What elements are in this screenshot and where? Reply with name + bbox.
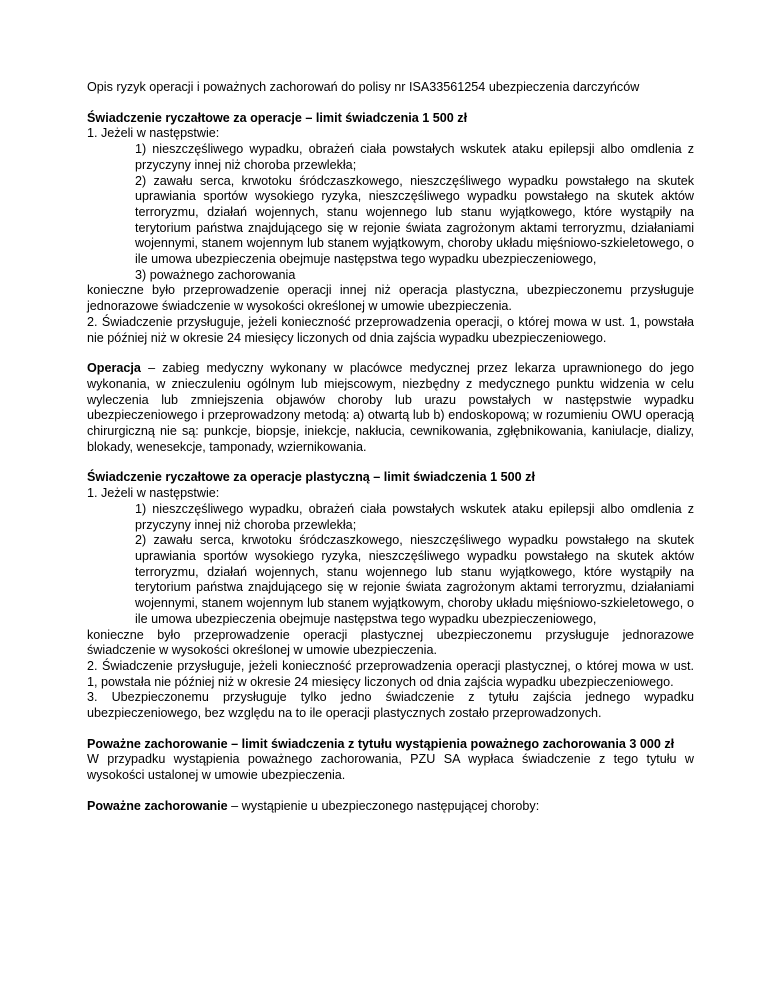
section-heading-text: Poważne zachorowanie – limit świadczenia z tytułu wystąpienia poważnego zachorowania 3 000 zł [87,736,675,751]
list-item: 2) zawału serca, krwotoku śródczaszkowego, nieszczęśliwego wypadku powstałego na skutek uprawiania sportów wysokiego ryzyka, nieszczęśliwego wypadku powstałego na skutek aktów terroryzmu, działań wojennych, stanu wojennego lub stanu wyjątkowego, które wystąpiły na terytorium państwa znajdującego się w rejonie świata zagrożonym aktami terroryzmu, działaniami wojennymi, stanem wojennym lub stanem wyjątkowym, choroby układu mięśniowo-szkieletowego, o ile umowa ubezpieczenia obejmuje następstwa tego wypadku ubezpieczeniowego, [135,173,694,267]
document-title: Opis ryzyk operacji i poważnych zachorowań do polisy nr ISA33561254 ubezpieczenia darczyńców [87,80,640,94]
section-heading-operation-benefit [87,111,694,127]
definition-operation [87,361,694,455]
section-heading-text: Świadczenie ryczałtowe za operacje plastyczną – limit świadczenia 1 500 zł [87,470,535,485]
paragraph: 2. Świadczenie przysługuje, jeżeli konieczność przeprowadzenia operacji plastycznej, o której mowa w ust. 1, powstała nie później niż w okresie 24 miesięcy liczonych od dnia zajścia wypadku ubezpieczeniowego. [87,658,694,689]
list-item: 2) zawału serca, krwotoku śródczaszkowego, nieszczęśliwego wypadku powstałego na skutek uprawiania sportów wysokiego ryzyka, nieszczęśliwego wypadku powstałego na skutek aktów terroryzmu, działań wojennych, stanu wojennego lub stanu wyjątkowego, które wystąpiły na terytorium państwa znajdującego się w rejonie świata zagrożonym aktami terroryzmu, działaniami wojennymi, stanem wojennym lub stanem wyjątkowym, choroby układu mięśniowo-szkieletowego, o ile umowa ubezpieczenia obejmuje następstwa tego wypadku ubezpieczeniowego, [135,533,694,626]
definition-text: – wystąpienie u ubezpieczonego następującej choroby: [227,798,540,813]
definition-text: – zabieg medyczny wykonany w placówce medycznej przez lekarza uprawnionego do jego wykonania, w znieczuleniu ogólnym lub miejscowym, niezbędny z medycznego punktu widzenia w celu wyleczenia lub zmniejszenia objawów choroby lub urazu powstałych w następstwie wypadku ubezpieczeniowego i przeprowadzony metodą: a) otwartą lub b) endoskopową; w rozumieniu OWU operacją chirurgiczną nie są: punkcje, biopsje, iniekcje, nakłucia, cewnikowania, zgłębnikowania, kaniulacje, dializy, blokady, wenesekcje, tamponady, wziernikowania. [87,361,694,454]
list-item: 1) nieszczęśliwego wypadku, obrażeń ciała powstałych wskutek ataku epilepsji albo omdlenia z przyczyny innej niż choroba przewlekła; [135,501,694,532]
list-item: 1) nieszczęśliwego wypadku, obrażeń ciała powstałych wskutek ataku epilepsji albo omdlenia z przyczyny innej niż choroba przewlekła; [135,142,694,172]
paragraph: W przypadku wystąpienia poważnego zachorowania, PZU SA wypłaca świadczenie z tego tytułu w wysokości ustalonej w umowie ubezpieczenia. [87,752,694,783]
definition-term: Poważne zachorowanie [87,798,228,813]
definition-serious-illness [87,799,694,815]
definition-term: Operacja [87,361,141,376]
paragraph: 2. Świadczenie przysługuje, jeżeli konieczność przeprowadzenia operacji, o której mowa w ust. 1, powstała nie później niż w okresie 24 miesięcy liczonych od dnia zajścia wypadku ubezpieczeniowego. [87,314,694,345]
section-heading-serious-illness-limit [87,737,694,753]
list-item: 3) poważnego zachorowania [135,267,296,282]
paragraph-intro: 1. Jeżeli w następstwie: [87,486,220,501]
paragraph: konieczne było przeprowadzenie operacji innej niż operacja plastyczna, ubezpieczonemu przysługuje jednorazowe świadczenie w wysokości określonej w umowie ubezpieczenia. [87,283,694,314]
section-heading-text: Świadczenie ryczałtowe za operacje – limit świadczenia 1 500 zł [87,110,468,125]
paragraph-intro: 1. Jeżeli w następstwie: [87,126,220,141]
paragraph: 3. Ubezpieczonemu przysługuje tylko jedno świadczenie z tytułu zajścia jednego wypadku ubezpieczeniowego, bez względu na to ile operacji plastycznych zostało przeprowadzonych. [87,690,694,721]
paragraph: konieczne było przeprowadzenie operacji plastycznej ubezpieczonemu przysługuje jednorazowe świadczenie w wysokości określonej w umowie ubezpieczenia. [87,627,694,658]
section-heading-plastic-operation-benefit [87,470,694,486]
